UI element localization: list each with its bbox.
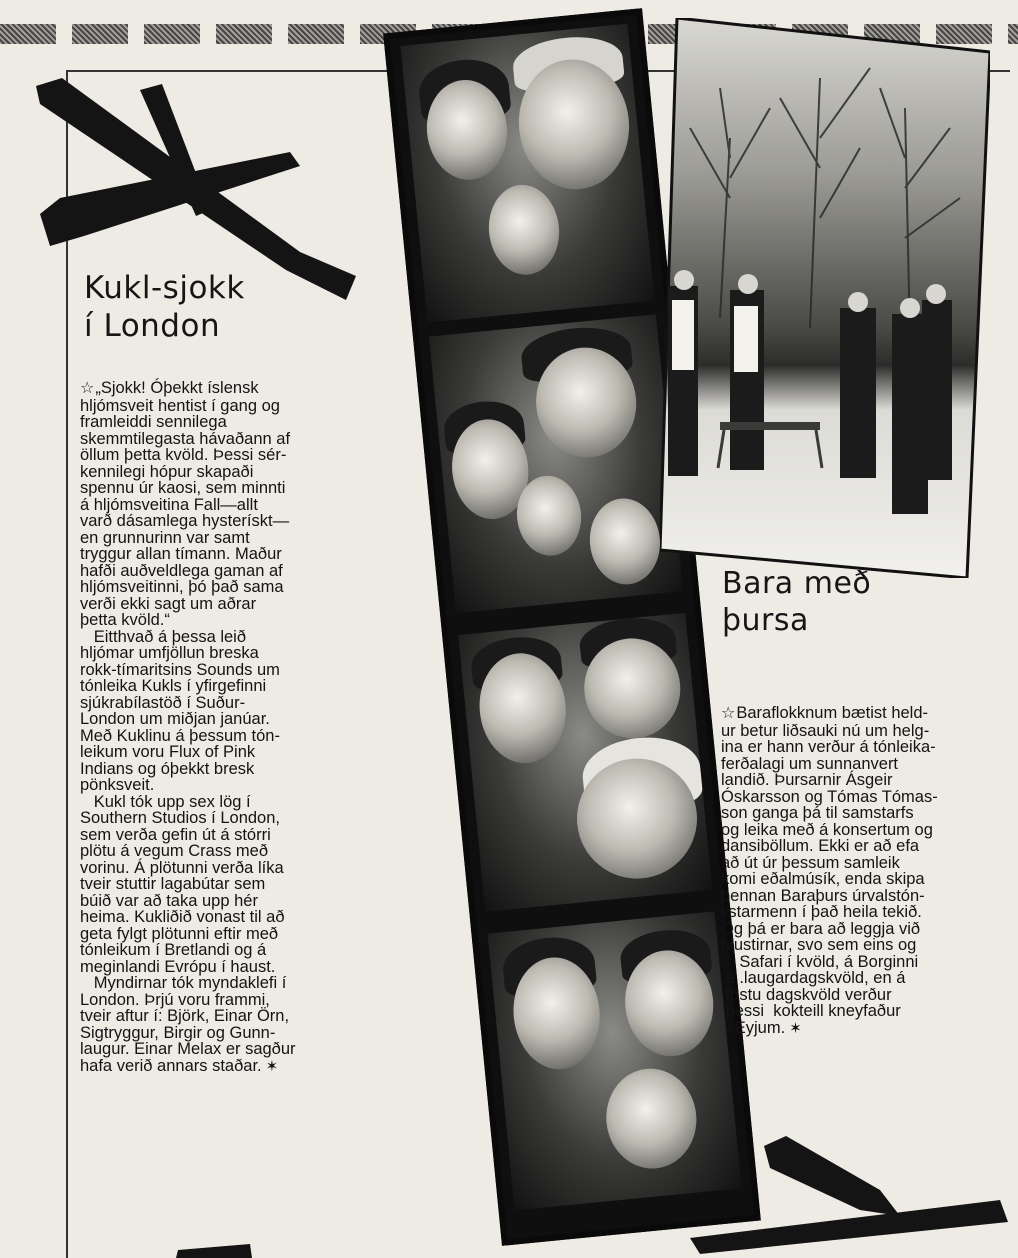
brush-stroke-bottom-right — [764, 1136, 900, 1216]
kukl-paragraph-1: ☆„Sjokk! Óþekkt íslensk hljómsveit hentist í gang og framleiddi sennilega skemmtilegasta hávaðann af öllum þetta kvöld. Þessi sér- kennilegi hópur skapaði spennu úr kaosi, sem minnti á hljómsveitina Fall—allt varð dásamlega hysterískt— en grunnurinn var samt tryggur allan tímann. Maður hafði auðveldlega gaman af hljómsveitinni, þó það sama verði ekki sagt um aðrar þetta kvöld.“ — [80, 379, 291, 629]
bara-article-body — [721, 705, 1006, 1037]
bara-headline-line2: þursa — [722, 602, 809, 638]
bara-headline-line1: Bara með — [722, 566, 872, 601]
star-end-icon: ✶ — [265, 1057, 279, 1075]
kukl-headline-line1: Kukl-sjokk — [84, 270, 245, 306]
photobooth-frame — [458, 613, 712, 912]
bara-headline — [722, 566, 962, 639]
kukl-article-body — [80, 380, 370, 1075]
band-photo-illustration — [660, 18, 990, 578]
photobooth-frame — [400, 24, 654, 323]
bara-paragraph-1: ☆Baraflokknum bætist held- ur betur liðsauki nú um helg- ina er hann verður á tónleika- ferðalagi um sunnanvert landið. Þursarnir Ásgeir Óskarsson og Tómas Tómas- son ganga þá til samstarfs og leika með á konsertum og dansiböllum. Ekki er að efa að út úr þessum samleik komi eðalmúsík, enda skipa þennan Baraþurs úrvalstón- listarmenn í það heila tekið. Og þá er bara að leggja við hlustirnar, svo sem eins og í Safari í kvöld, á Borginni á .laugardagskvöld, en á föstu dagskvöld verður þessi kokteill kneyfaður í Eyjum. ✶ — [721, 704, 938, 1037]
photobooth-frame — [429, 314, 683, 613]
kukl-paragraph-2: Eitthvað á þessa leið hljómar umfjöllun breska rokk-tímaritsins Sounds um tónleika Kukls í yfirgefinni sjúkrabílastöð í Suður- London um miðjan janúar. Með Kuklinu á þessum tón- leikum voru Flux of Pink Indians og óþekkt bresk pönksveit. — [80, 627, 280, 794]
kukl-paragraph-3: Kukl tók upp sex lög í Southern Studios í London, sem verða gefin út á stórri plötu á vegum Crass með vorinu. Á plötunni verða líka tveir stuttir lagabútar sem búið var að taka upp hér heima. Kukliðið vonast til að geta fylgt plötunni eftir með tónleikum í Bretlandi og á meginlandi Evrópu í haust. — [80, 792, 285, 976]
kukl-headline-line2: í London — [84, 307, 221, 344]
kukl-paragraph-4: Myndirnar tók myndaklefi í London. Þrjú voru frammi, tveir aftur í: Björk, Einar Örn, Sigtryggur, Birgir og Gunn- laugur. Einar Melax er sagður hafa verið annars staðar. ✶ — [80, 974, 296, 1075]
brush-stroke-bottom-left — [176, 1244, 252, 1258]
star-open-icon: ☆ — [80, 380, 95, 397]
star-open-icon: ☆ — [721, 705, 736, 722]
kukl-headline — [84, 270, 314, 346]
photobooth-frame — [488, 911, 742, 1210]
star-end-icon: ✶ — [789, 1019, 802, 1037]
